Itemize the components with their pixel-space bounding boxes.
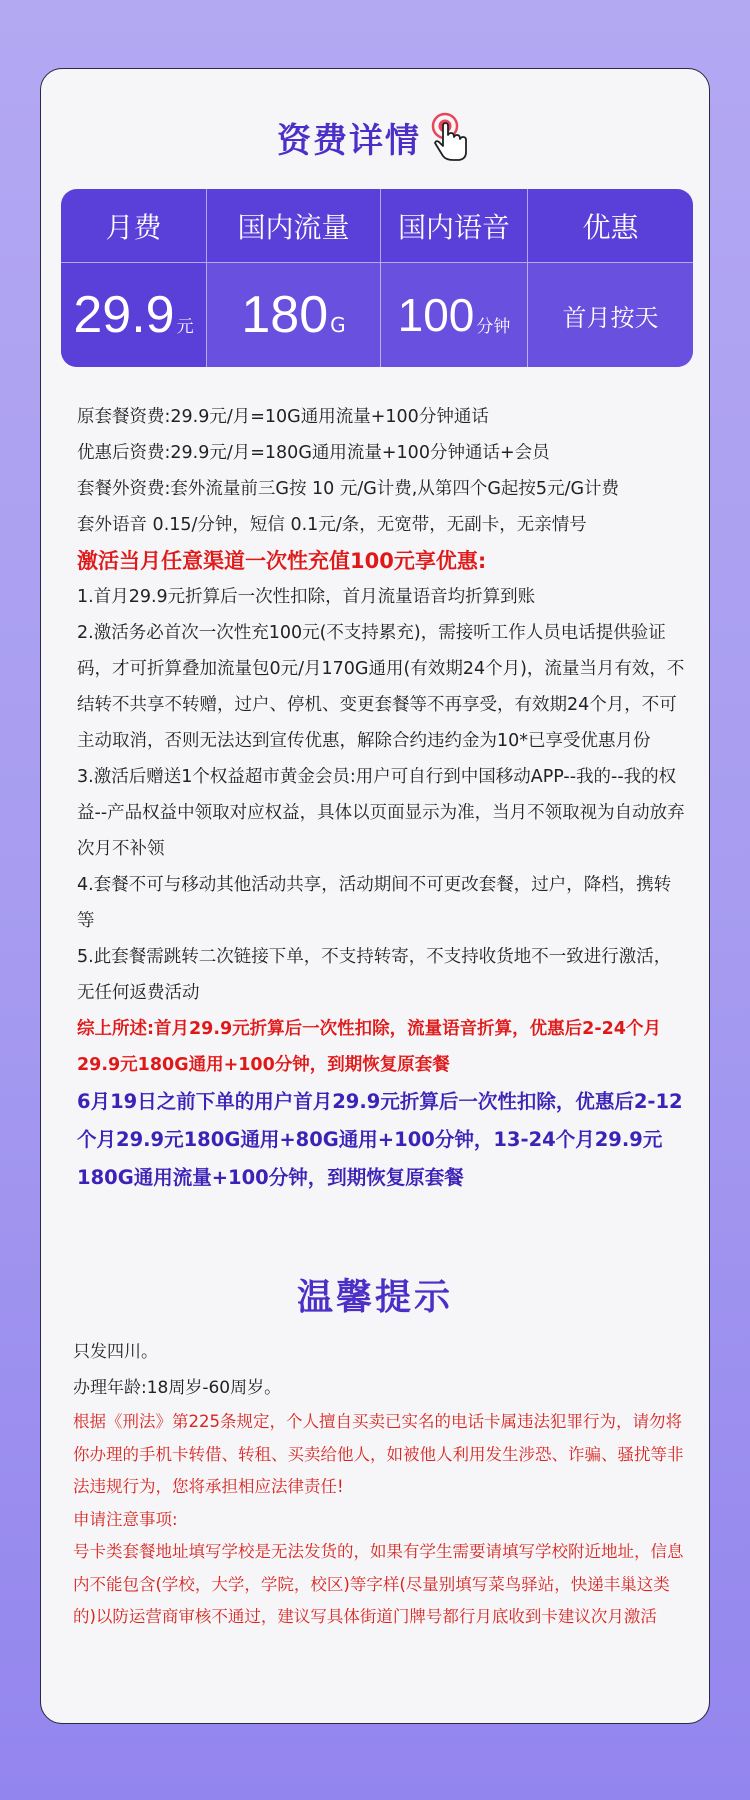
data-value: 180: [241, 286, 329, 344]
content-card: [40, 68, 710, 1724]
tips-title: 温馨提示: [296, 1277, 453, 1318]
discount-cell: 首月按天: [528, 263, 693, 367]
rule-5: 5.此套餐需跳转二次链接下单，不支持转寄，不支持收货地不一致进行激活，无任何返费活动: [77, 947, 672, 1003]
data-cell: [207, 263, 381, 367]
rule-2: 2.激活务必首次一次性充100元(不支持累充)，需接听工作人员电话提供验证码，才可折算叠加流量包0元/月170G通用(有效期24个月)，流量当月有效，不结转不共享不转赠，过户、停机、变更套餐等不再享受，有效期24个月，不可主动取消，否则无法达到宣传优惠，解除合约违约金为10*已享受优惠月份: [77, 623, 685, 751]
region-note: 只发四川。: [73, 1342, 158, 1362]
original-plan-line: 原套餐资费:29.9元/月=10G通用流量+100分钟通话: [77, 407, 489, 427]
summary-purple: 6月19日之前下单的用户首月29.9元折算后一次性扣除，优惠后2-12个月29.9元180G通用+80G通用+100分钟，13-24个月29.9元180G通用流量+100分钟，到期恢复原套餐: [77, 1090, 683, 1189]
discounted-plan-line: 优惠后资费:29.9元/月=180G通用流量+100分钟通话+会员: [77, 443, 550, 463]
data-unit: G: [330, 313, 346, 337]
pointer-hand-icon: [429, 112, 473, 162]
tariff-details: [77, 399, 687, 1197]
notice-heading: 申请注意事项:: [73, 1509, 178, 1529]
page-title: 资费详情: [277, 120, 421, 161]
voice-unit: 分钟: [476, 317, 511, 337]
overage-data-line: 套餐外资费:套外流量前三G按 10 元/G计费,从第四个G起按5元/G计费: [77, 479, 620, 499]
activation-heading: 激活当月任意渠道一次性充值100元享优惠:: [77, 549, 487, 573]
voice-cell: [381, 263, 528, 367]
monthly-fee-value: 29.9: [73, 286, 175, 344]
header-discount: 优惠: [528, 189, 693, 263]
rule-1: 1.首月29.9元折算后一次性扣除，首月流量语音均折算到账: [77, 587, 536, 607]
title-row: [41, 107, 709, 167]
age-note: 办理年龄:18周岁-60周岁。: [73, 1378, 282, 1398]
law-warning: 根据《刑法》第225条规定，个人擅自买卖已实名的电话卡属违法犯罪行为，请勿将你办理的手机卡转借、转租、买卖给他人，如被他人利用发生涉恐、诈骗、骚扰等非法违规行为，您将承担相应法律责任!: [73, 1412, 684, 1496]
monthly-fee-unit: 元: [176, 317, 194, 337]
rule-3: 3.激活后赠送1个权益超市黄金会员:用户可自行到中国移动APP--我的--我的权益--产品权益中领取对应权益，具体以页面显示为准，当月不领取视为自动放弃次月不补领: [77, 767, 685, 859]
voice-value: 100: [397, 289, 475, 341]
tariff-table: [61, 189, 693, 367]
header-monthly-fee: 月费: [61, 189, 207, 263]
tips-section: [73, 1334, 688, 1634]
rule-4: 4.套餐不可与移动其他活动共享，活动期间不可更改套餐，过户，降档，携转等: [77, 875, 672, 931]
monthly-fee-cell: [61, 263, 207, 367]
overage-voice-line: 套外语音 0.15/分钟，短信 0.1元/条，无宽带，无副卡，无亲情号: [77, 515, 587, 535]
summary-red: 综上所述:首月29.9元折算后一次性扣除，流量语音折算，优惠后2-24个月29.9元180G通用+100分钟，到期恢复原套餐: [77, 1019, 661, 1075]
header-domestic-voice: 国内语音: [381, 189, 528, 263]
header-domestic-data: 国内流量: [207, 189, 381, 263]
notice-text: 号卡类套餐地址填写学校是无法发货的，如果有学生需要请填写学校附近地址，信息内不能包含(学校，大学，学院，校区)等字样(尽量别填写菜鸟驿站，快递丰巢这类的)以防运营商审核不通过，建议写具体街道门牌号都行月底收到卡建议次月激活: [73, 1542, 684, 1626]
